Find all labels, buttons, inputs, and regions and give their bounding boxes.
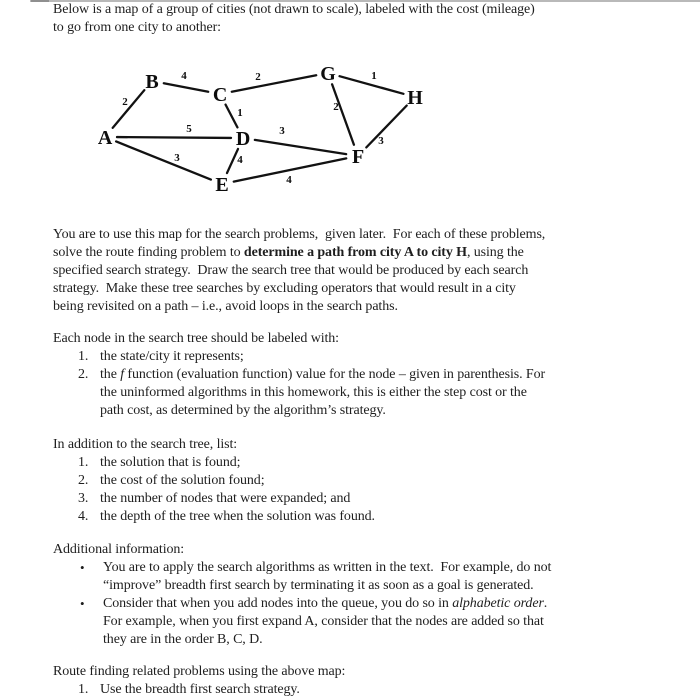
route-problems-section: [53, 663, 345, 699]
list-number: 1.: [78, 682, 89, 697]
bullet-text-part: .: [543, 596, 548, 611]
section-heading: Each node in the search tree should be labeled with:: [53, 331, 339, 346]
bullet-text: You are to apply the search algorithms as written in the text. For example, do not: [103, 560, 552, 575]
city-map: [0, 0, 460, 215]
bullet-glyph: •: [80, 560, 85, 575]
instructions-paragraph: [53, 226, 545, 316]
list-item-text: the depth of the tree when the solution was found.: [100, 509, 375, 524]
node-labeling-section: [53, 330, 545, 420]
edge-A-D: [117, 137, 231, 138]
paragraph-line: specified search strategy. Draw the search tree that would be produced by each search: [53, 263, 529, 278]
list-item-text: the solution that is found;: [100, 455, 241, 470]
edge-weight-A-E: 3: [174, 152, 180, 164]
f-function-italic: f: [120, 367, 125, 382]
tree-list-section: [53, 436, 375, 526]
edge-B-C: [164, 83, 208, 91]
edge-A-E: [116, 141, 211, 179]
edge-weight-G-H: 1: [371, 70, 377, 82]
edge-weight-B-C: 4: [181, 70, 187, 82]
section-heading: In addition to the search tree, list:: [53, 437, 238, 452]
paragraph-line: being revisited on a path – i.e., avoid loops in the search paths.: [53, 299, 398, 314]
list-number: 2.: [78, 367, 89, 382]
list-number: 1.: [78, 349, 89, 364]
edge-weight-A-D: 5: [186, 123, 192, 135]
edge-weight-D-E: 4: [237, 154, 243, 166]
list-item-text: [100, 366, 545, 384]
edge-weight-G-F: 2: [333, 101, 339, 113]
edge-G-F: [332, 84, 354, 144]
bullet-text-part: Consider that when you add nodes into the queue, you do so in: [103, 596, 453, 611]
list-item-text: Use the breadth first search strategy.: [100, 682, 300, 697]
list-item: [53, 490, 375, 508]
edge-weight-D-F: 3: [279, 125, 285, 137]
list-number: 2.: [78, 473, 89, 488]
city-node-A: A: [97, 127, 113, 149]
list-item: [53, 366, 545, 420]
city-node-G: G: [320, 63, 336, 85]
list-item-text: the state/city it represents;: [100, 349, 244, 364]
edge-A-B: [113, 90, 145, 128]
section-heading: Route finding related problems using the above map:: [53, 664, 346, 679]
edge-weight-C-D: 1: [237, 107, 243, 119]
edge-C-G: [232, 75, 316, 91]
list-item-text: the cost of the solution found;: [100, 473, 265, 488]
paragraph-line: You are to use this map for the search problems, given later. For each of these problems,: [53, 227, 546, 242]
list-item: [53, 472, 375, 490]
list-item-text: the number of nodes that were expanded; and: [100, 491, 351, 506]
alphabetic-order-italic: alphabetic order: [452, 596, 544, 611]
bullet-text: “improve” breadth first search by terminating it as soon as a goal is generated.: [103, 578, 534, 593]
bullet-glyph: •: [80, 596, 85, 611]
edge-weight-A-B: 2: [122, 96, 128, 108]
city-node-B: B: [145, 71, 159, 93]
paragraph-line: strategy. Make these tree searches by excluding operators that would result in a city: [53, 281, 516, 296]
list-item: [53, 508, 375, 526]
bullet-text: For example, when you first expand A, consider that the nodes are added so that: [103, 614, 544, 629]
bullet-text: they are in the order B, C, D.: [103, 632, 263, 647]
additional-info-section: [53, 541, 551, 649]
edge-weight-E-F: 4: [286, 174, 292, 186]
bullet-text: [103, 595, 547, 613]
intro-line: Below is a map of a group of cities (not drawn to scale), labeled with the cost (mileage): [53, 2, 535, 17]
bullet-item: [53, 595, 551, 649]
intro-line: to go from one city to another:: [53, 20, 221, 35]
section-heading: Additional information:: [53, 542, 185, 557]
bullet-item: [53, 559, 551, 595]
city-node-H: H: [407, 87, 423, 109]
city-node-C: C: [212, 84, 228, 106]
edge-F-H: [366, 106, 406, 148]
edge-weight-F-H: 3: [378, 135, 384, 147]
list-number: 1.: [78, 455, 89, 470]
city-node-F: F: [351, 146, 365, 168]
list-text: function (evaluation function) value for the node – given in parenthesis. For: [124, 367, 546, 382]
list-item: [53, 348, 545, 366]
city-node-D: D: [235, 128, 251, 150]
list-number: 4.: [78, 509, 89, 524]
list-item-text: path cost, as determined by the algorithm’s strategy.: [100, 403, 386, 418]
paragraph-text: solve the route finding problem to: [53, 245, 244, 260]
list-item: [53, 681, 345, 699]
list-item-text: the uninformed algorithms in this homework, this is either the step cost or the: [100, 385, 527, 400]
list-item: [53, 454, 375, 472]
edge-D-F: [255, 140, 346, 154]
list-number: 3.: [78, 491, 89, 506]
city-node-E: E: [215, 174, 229, 196]
paragraph-line: [53, 244, 545, 262]
task-bold-text: determine a path from city A to city H: [243, 245, 467, 260]
edge-weight-C-G: 2: [255, 71, 261, 83]
paragraph-text: , using the: [466, 245, 524, 260]
list-text: the: [100, 367, 121, 382]
edge-C-D: [226, 105, 238, 128]
